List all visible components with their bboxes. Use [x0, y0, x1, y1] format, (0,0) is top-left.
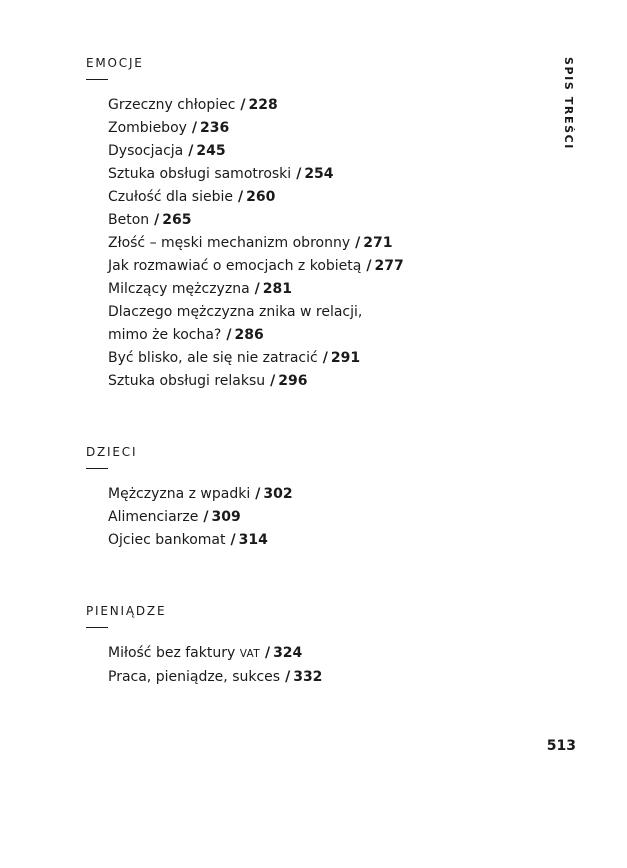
side-label: SPIS TREŚCI: [562, 57, 575, 151]
entry-title: Praca, pieniądze, sukces: [108, 669, 281, 685]
entry-title: Beton: [108, 212, 150, 228]
entry-title: Sztuka obsługi relaksu: [108, 373, 266, 389]
entry-title-line: Dlaczego mężczyzna znika w relacji,: [108, 304, 363, 320]
entry-title: Milczący mężczyzna: [108, 281, 250, 297]
toc-entry[interactable]: [108, 347, 526, 370]
entry-title: Czułość dla siebie: [108, 189, 233, 205]
entry-title: Dysocjacja: [108, 143, 184, 159]
toc-entry[interactable]: [108, 483, 526, 506]
section-emocje: [86, 56, 526, 393]
entry-separator: /: [191, 120, 198, 136]
section-divider: [86, 79, 108, 80]
toc-entry[interactable]: [108, 232, 526, 255]
section-divider: [86, 627, 108, 628]
entry-title-line: mimo że kocha?: [108, 327, 222, 343]
entry-title: Sztuka obsługi samotroski: [108, 166, 292, 182]
entry-separator: /: [188, 143, 194, 159]
entry-separator: /: [285, 669, 291, 685]
section-title: DZIECI: [86, 445, 138, 459]
section-dzieci: [86, 445, 526, 552]
toc-entry[interactable]: [108, 117, 526, 140]
entry-page: 277: [374, 258, 404, 274]
entry-title: Jak rozmawiać o emocjach z kobietą: [108, 258, 362, 274]
entry-title: Alimenciarze: [108, 509, 199, 525]
entry-separator: /: [270, 373, 276, 389]
entry-page: 254: [304, 166, 334, 182]
entry-title: Zombieboy: [108, 120, 187, 136]
entry-title: Być blisko, ale się nie zatracić: [108, 350, 318, 366]
entry-page: 260: [246, 189, 276, 205]
entry-page: 236: [200, 120, 230, 136]
entry-title: Grzeczny chłopiec: [108, 97, 236, 113]
entry-separator: /: [296, 166, 302, 182]
entry-separator: /: [355, 235, 361, 251]
toc-list: [108, 483, 526, 552]
toc-entry[interactable]: [108, 529, 526, 552]
entry-title: Miłość bez faktury: [108, 645, 236, 661]
entry-separator: /: [240, 97, 246, 113]
section-title: PIENIĄDZE: [86, 604, 167, 618]
toc-entry[interactable]: [108, 186, 526, 209]
entry-separator: /: [264, 645, 271, 661]
entry-page: 281: [262, 281, 293, 297]
toc-entry[interactable]: [108, 140, 526, 163]
entry-page: 265: [162, 212, 192, 228]
entry-page: 314: [238, 532, 268, 548]
entry-page: 245: [196, 143, 226, 159]
entry-page: 309: [211, 509, 241, 525]
entry-separator: /: [237, 189, 244, 205]
toc-entry[interactable]: [108, 278, 526, 301]
entry-page: 296: [278, 373, 308, 389]
section-divider: [86, 468, 108, 469]
entry-title: Ojciec bankomat: [108, 532, 226, 548]
entry-page: 271: [363, 235, 393, 251]
toc-list: [108, 94, 526, 393]
toc-entry[interactable]: [108, 666, 526, 689]
entry-page: 324: [273, 645, 303, 661]
toc-entry[interactable]: [108, 255, 526, 278]
entry-separator: /: [226, 327, 232, 343]
entry-separator: /: [203, 509, 209, 525]
toc-entry[interactable]: [108, 163, 526, 186]
toc-entry[interactable]: [108, 209, 526, 232]
entry-title: Złość – męski mechanizm obronny: [108, 235, 351, 251]
toc-entry[interactable]: [108, 370, 526, 393]
section-pieniadze: [86, 604, 526, 689]
entry-separator: /: [366, 258, 372, 274]
entry-page: 291: [330, 350, 361, 366]
toc-entry[interactable]: [108, 642, 526, 666]
toc-list: [108, 642, 526, 689]
entry-title: Mężczyzna z wpadki: [108, 486, 251, 502]
entry-separator: /: [254, 281, 260, 297]
entry-page: 302: [263, 486, 293, 502]
entry-separator: /: [154, 212, 160, 228]
entry-page: 228: [248, 97, 278, 113]
entry-separator: /: [230, 532, 236, 548]
toc-entry[interactable]: [108, 94, 526, 117]
section-title: EMOCJE: [86, 56, 144, 70]
entry-page: 286: [234, 327, 264, 343]
toc-entry[interactable]: [108, 301, 526, 347]
entry-separator: /: [322, 350, 328, 366]
entry-page: 332: [293, 669, 323, 685]
page-number: 513: [546, 738, 576, 754]
entry-separator: /: [255, 486, 261, 502]
entry-title-suffix: VAT: [239, 648, 260, 660]
toc-entry[interactable]: [108, 506, 526, 529]
